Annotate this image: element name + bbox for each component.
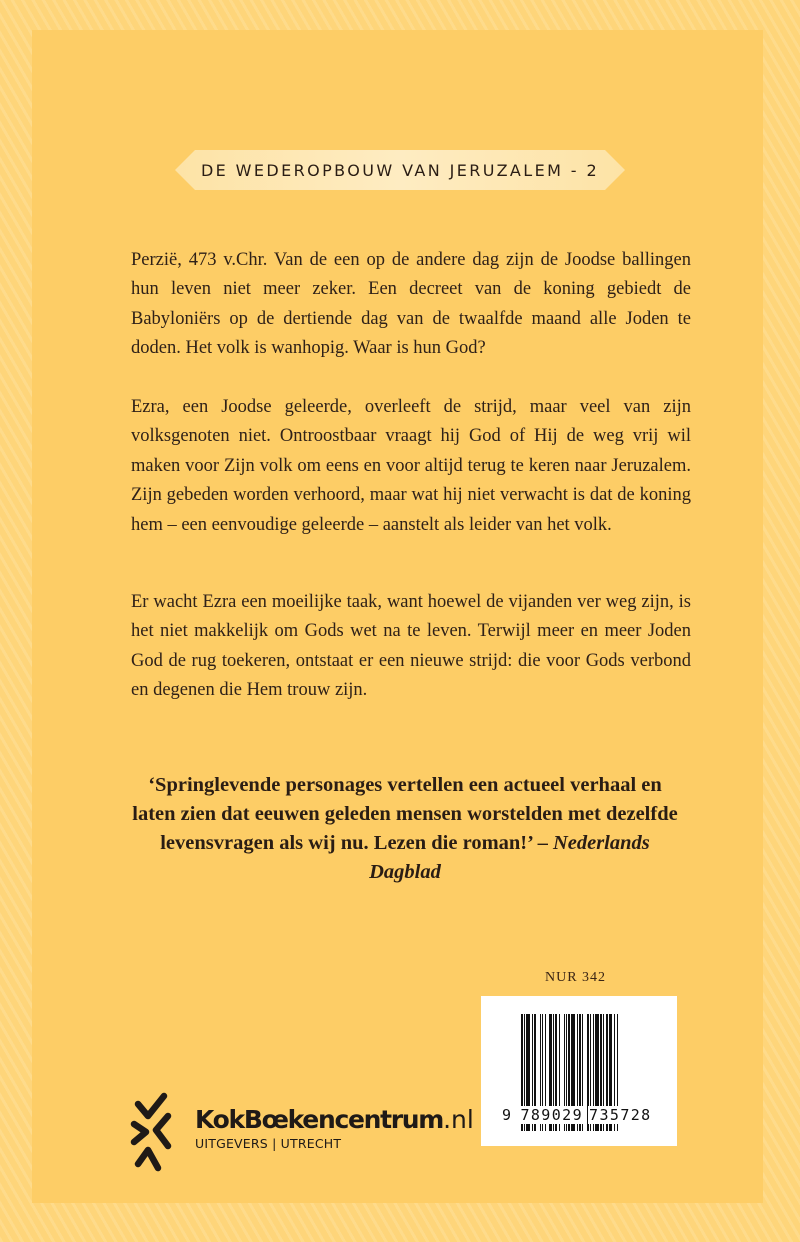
- series-title: DE WEDEROPBOUW VAN JERUZALEM - 2: [200, 160, 600, 180]
- barcode-right-group: 735728: [589, 1106, 652, 1124]
- publisher-subtitle: UITGEVERS | UTRECHT: [195, 1136, 342, 1151]
- review-quote-text: ‘Springlevende personages vertellen een actueel verhaal en laten zien dat eeuwen geleden mensen worstelden met dezelfde levensvragen als wij nu. Lezen die roman!’ –: [132, 774, 678, 854]
- blurb-text: Ezra, een Joodse geleerde, overleeft de strijd, maar veel van zijn volksgenoten niet. Ontroostbaar vraagt hij God of Hij de weg vrij wil maken voor Zijn volk om eens en voor altijd terug te keren naar Jeruzalem. Zijn gebeden worden verhoord, maar wat hij niet verwacht is dat de koning hem – een eenvoudige geleerde – aanstelt als leider van het volk.: [131, 397, 691, 535]
- series-banner: [175, 150, 625, 190]
- isbn-barcode: [481, 996, 677, 1146]
- review-quote-source: Nederlands Dagblad: [369, 832, 650, 883]
- publisher-name-tld: .nl: [443, 1105, 474, 1134]
- blurb-paragraph-2: [131, 393, 691, 540]
- blurb-text: Er wacht Ezra een moeilijke taak, want hoewel de vijanden ver weg zijn, is het niet makkelijk om Gods wet na te leven. Terwijl meer en meer Joden God de rug toekeren, ontstaat er een nieuwe strijd: die voor Gods verbond en degenen die Hem trouw zijn.: [131, 592, 691, 701]
- barcode-left-group: 789029: [520, 1106, 584, 1124]
- blurb-paragraph-1: [131, 246, 691, 364]
- blurb-text: Perzië, 473 v.Chr. Van de een op de andere dag zijn de Joodse ballingen hun leven niet meer zeker. Een decreet van de koning gebiedt de Babyloniërs op de dertiende dag van de twaalfde maand alle Joden te doden. Het volk is wanhopig. Waar is hun God?: [131, 250, 691, 359]
- publisher-logo-block: [130, 1090, 474, 1180]
- publisher-name-main: KokBœkencentrum: [195, 1105, 444, 1134]
- nur-code: NUR 342: [545, 970, 607, 985]
- review-quote: [130, 771, 680, 887]
- publisher-text: [195, 1106, 474, 1151]
- barcode-lead-digit: 9: [502, 1106, 513, 1124]
- kokboekencentrum-logo-icon: [130, 1090, 175, 1175]
- barcode-digits: [501, 1106, 671, 1124]
- blurb-paragraph-3: [131, 588, 691, 706]
- publisher-name: [195, 1106, 474, 1134]
